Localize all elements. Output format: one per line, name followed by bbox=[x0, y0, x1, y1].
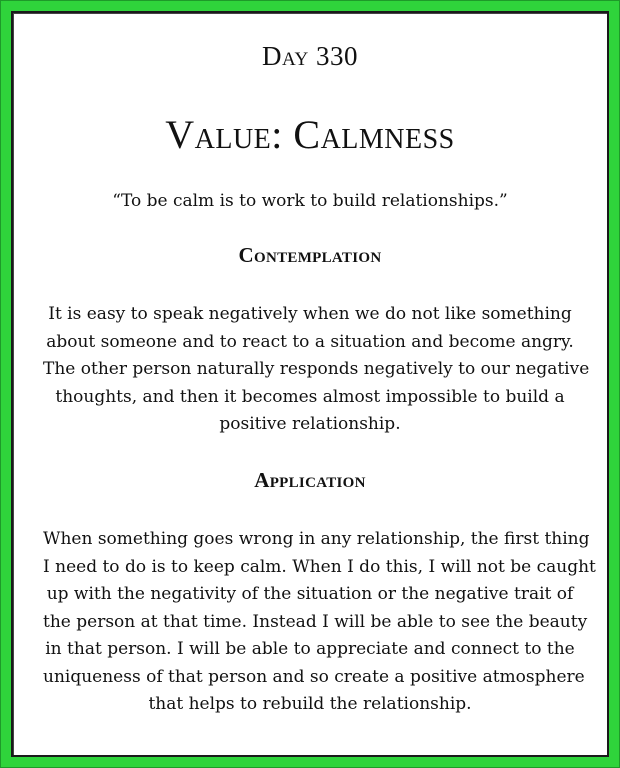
contemplation-paragraph bbox=[43, 301, 590, 439]
application-line: When something goes wrong in any relationship, the first thing bbox=[43, 529, 590, 549]
contemplation-line: It is easy to speak negatively when we do not like something bbox=[48, 304, 572, 324]
contemplation-line: The other person naturally responds negatively to our negative bbox=[43, 359, 590, 379]
application-heading: Application bbox=[254, 468, 366, 492]
application-line: in that person. I will be able to appreciate and connect to the bbox=[45, 639, 575, 659]
quote: “To be calm is to work to build relationships.” bbox=[112, 191, 508, 211]
contemplation-line: about someone and to react to a situation and become angry. bbox=[46, 331, 574, 352]
value-title: Value: Calmness bbox=[165, 112, 455, 157]
contemplation-line: thoughts, and then it becomes almost impossible to build a bbox=[55, 386, 565, 407]
application-line: I need to do is to keep calm. When I do this, I will not be caught bbox=[43, 556, 596, 577]
contemplation-heading: Contemplation bbox=[238, 243, 382, 267]
application-line: uniqueness of that person and so create a positive atmosphere bbox=[43, 666, 585, 687]
application-line: the person at that time. Instead I will be able to see the beauty bbox=[43, 611, 588, 632]
application-line: up with the negativity of the situation or the negative trait of bbox=[46, 584, 574, 604]
application-line: that helps to rebuild the relationship. bbox=[148, 694, 472, 714]
page-card bbox=[11, 11, 609, 757]
application-paragraph bbox=[43, 526, 596, 719]
day-number: Day 330 bbox=[262, 41, 358, 71]
contemplation-line: positive relationship. bbox=[219, 414, 401, 434]
